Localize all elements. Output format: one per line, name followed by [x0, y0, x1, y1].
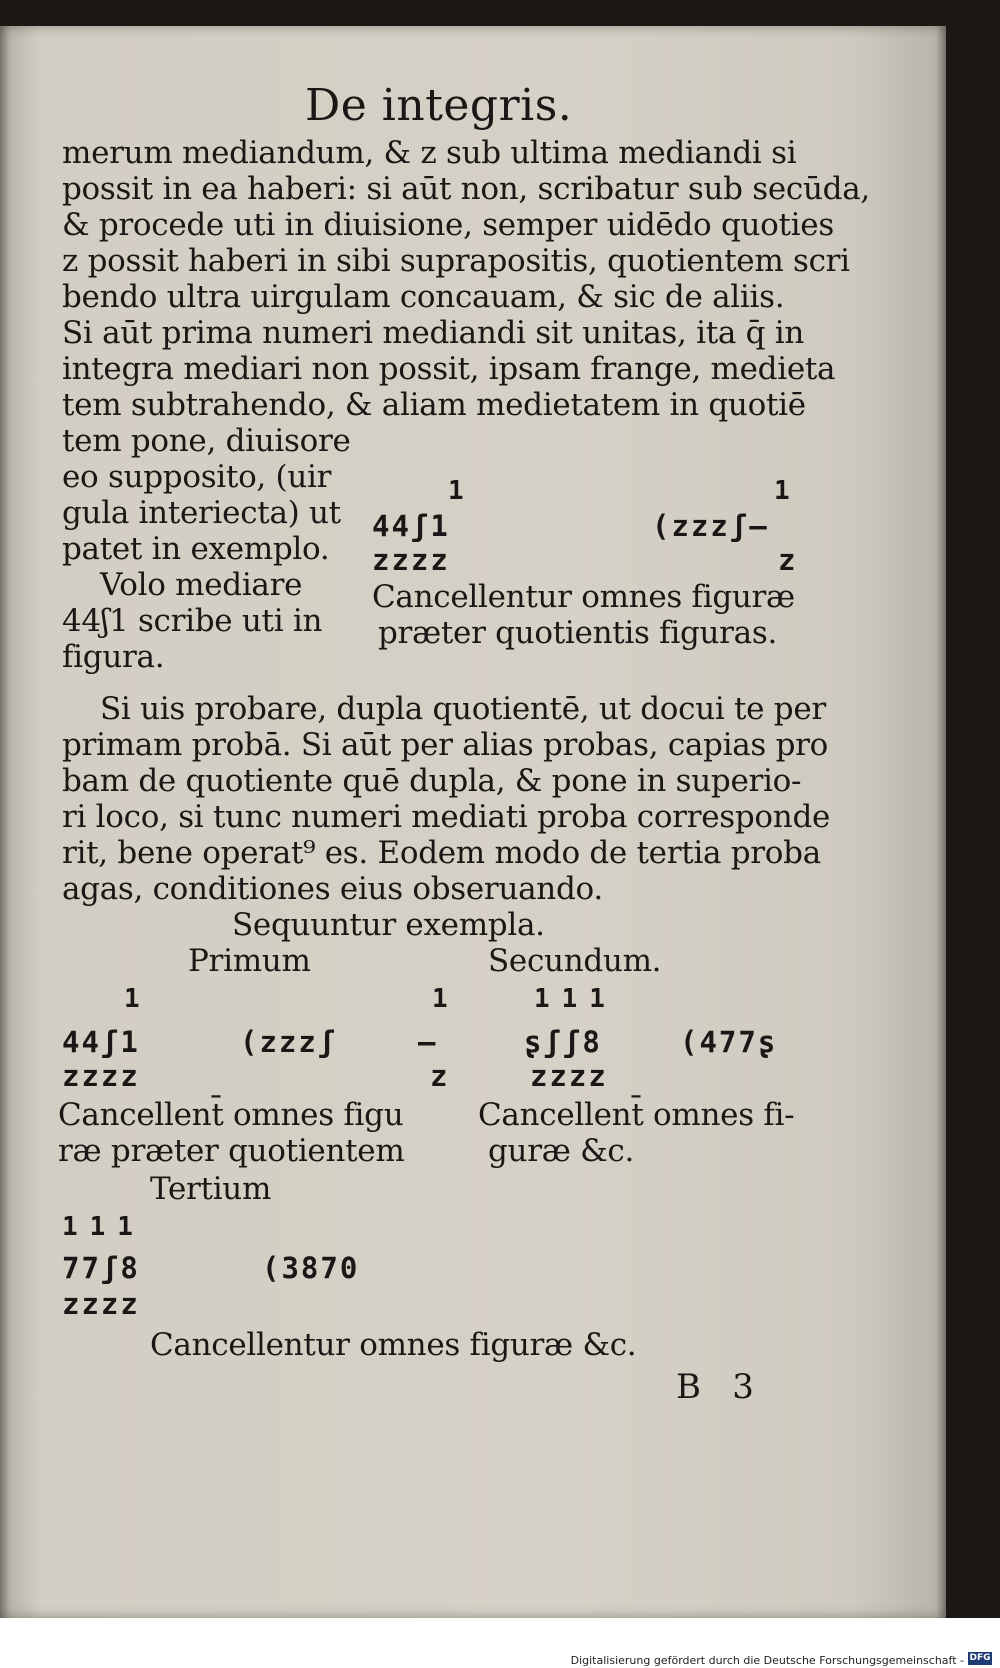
- text-line-6: Si aūt prima numeri mediandi sit unitas, ita q̄ in: [62, 315, 805, 351]
- tertium-label: Tertium: [150, 1171, 272, 1207]
- signature-mark: B 3: [676, 1367, 754, 1407]
- primum-quotient: (zzzʃ: [240, 1025, 338, 1059]
- example1-divisor: zzzz: [372, 543, 450, 577]
- tertium-quotient: (3870: [262, 1251, 360, 1285]
- secundum-number: ʂʃʃ8: [524, 1025, 602, 1059]
- primum-caption-1: Cancellent̄ omnes figu: [58, 1097, 404, 1133]
- tertium-caption: Cancellentur omnes figuræ &c.: [150, 1327, 637, 1363]
- examples-title: Sequuntur exempla.: [232, 907, 545, 943]
- example1-quotient: (zzzʃ—: [652, 509, 769, 543]
- primum-number: 44ʃ1: [62, 1025, 140, 1059]
- right-col-line-2: præter quotientis figuras.: [378, 615, 778, 651]
- para2-line-4: ri loco, si tunc numeri mediati proba corresponde: [62, 799, 831, 835]
- text-line-1: merum mediandum, & z sub ultima mediandi si: [62, 135, 797, 171]
- dfg-logo-icon: DFG: [969, 1653, 991, 1663]
- secundum-divisor: zzzz: [530, 1059, 608, 1093]
- text-line-4: z possit haberi in sibi suprapositis, quotientem scri: [62, 243, 850, 279]
- para2-line-2: primam probā. Si aūt per alias probas, capias pro: [62, 727, 828, 763]
- left-col-line-1: eo supposito, (uir: [62, 459, 332, 495]
- page-header: De integris.: [305, 80, 573, 131]
- para2-line-1: Si uis probare, dupla quotientē, ut docui te per: [100, 691, 826, 727]
- example1-number: 44ʃ1: [372, 509, 450, 543]
- secundum-caption-1: Cancellent̄ omnes fi-: [478, 1097, 795, 1133]
- example1-mark-right: 1: [774, 476, 802, 506]
- text-line-7: integra mediari non possit, ipsam frange, medieta: [62, 351, 836, 387]
- primum-mark-right: 1: [432, 984, 460, 1014]
- primum-dash: —: [418, 1025, 438, 1059]
- left-col-line-5: 44ʃ1 scribe uti in: [62, 603, 323, 639]
- example1-mark-left: 1: [448, 476, 476, 506]
- left-col-line-6: figura.: [62, 639, 165, 675]
- example1-divisor-right: z: [778, 543, 798, 577]
- text-line-2: possit in ea haberi: si aūt non, scribatur sub secūda,: [62, 171, 870, 207]
- tertium-marks: 111: [62, 1212, 145, 1242]
- secundum-quotient: (477ʂ: [680, 1025, 778, 1059]
- secundum-label: Secundum.: [488, 943, 662, 979]
- primum-divisor: zzzz: [62, 1059, 140, 1093]
- text-line-8: tem subtrahendo, & aliam medietatem in quotiē: [62, 387, 806, 423]
- left-col-line-2: gula interiecta) ut: [62, 495, 341, 531]
- right-col-line-1: Cancellentur omnes figuræ: [372, 579, 795, 615]
- primum-mark-left: 1: [124, 984, 152, 1014]
- tertium-number: 77ʃ8: [62, 1251, 140, 1285]
- secundum-marks: 111: [534, 984, 617, 1014]
- primum-divisor-right: z: [430, 1059, 450, 1093]
- text-line-9: tem pone, diuisore: [62, 423, 351, 459]
- secundum-caption-2: guræ &c.: [488, 1133, 635, 1169]
- left-col-line-4: Volo mediare: [100, 567, 303, 603]
- dfg-footer-text: Digitalisierung gefördert durch die Deutsche Forschungsgemeinschaft -: [570, 1654, 964, 1667]
- primum-caption-2: ræ præter quotientem: [58, 1133, 405, 1169]
- tertium-divisor: zzzz: [62, 1287, 140, 1321]
- para2-line-5: rit, bene operat⁹ es. Eodem modo de tertia proba: [62, 835, 821, 871]
- text-line-5: bendo ultra uirgulam concauam, & sic de aliis.: [62, 279, 785, 315]
- para2-line-6: agas, conditiones eius obseruando.: [62, 871, 603, 907]
- left-col-line-3: patet in exemplo.: [62, 531, 330, 567]
- primum-label: Primum: [188, 943, 311, 979]
- para2-line-3: bam de quotiente quē dupla, & pone in superio-: [62, 763, 802, 799]
- text-line-3: & procede uti in diuisione, semper uidēdo quoties: [62, 207, 834, 243]
